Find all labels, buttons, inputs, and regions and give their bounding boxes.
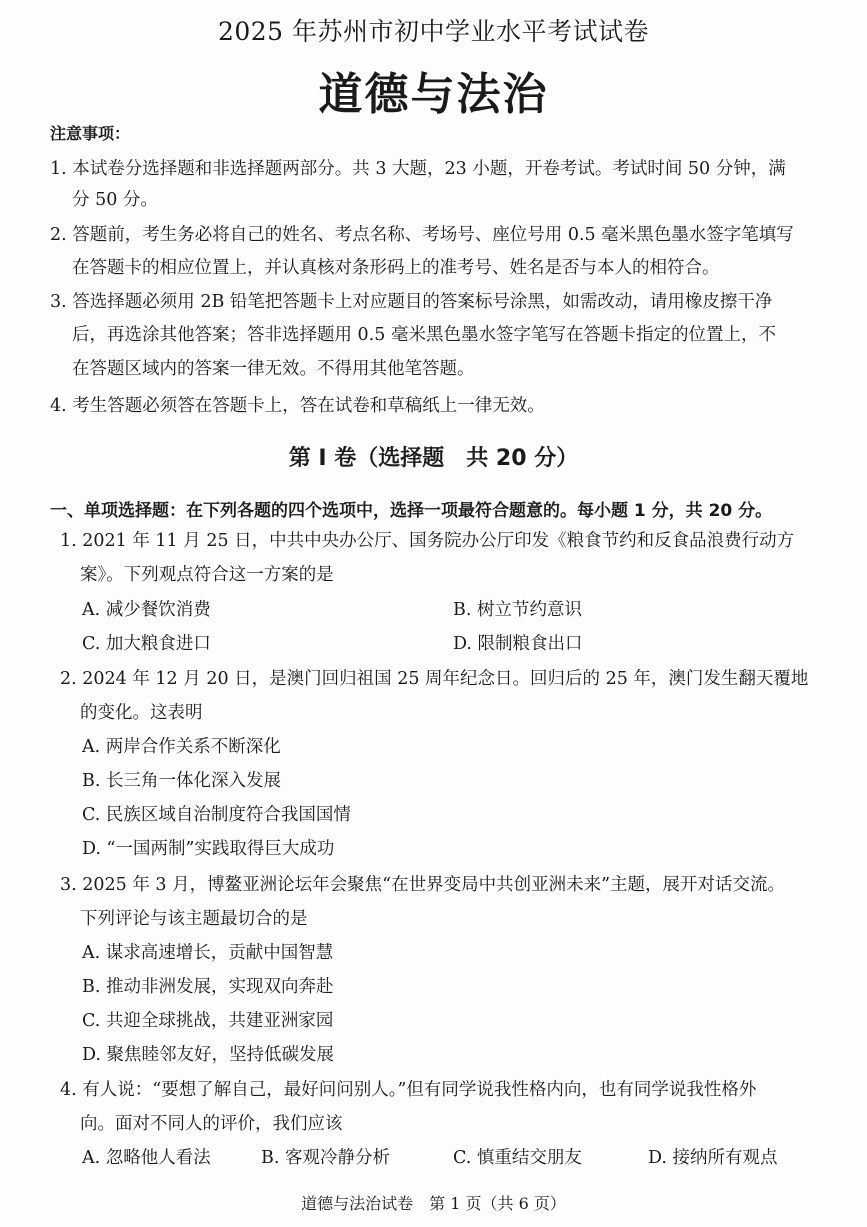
q2-option-a: A. 两岸合作关系不断深化 [82, 737, 281, 757]
note-3-line-2: 后，再选涂其他答案；答非选择题用 0.5 毫米黑色墨水签字笔写在答题卡指定的位置上，不 [72, 325, 776, 345]
q3-stem-line-1: 3. 2025 年 3 月，博鳌亚洲论坛年会聚焦“在世界变局中共创亚洲未来”主题，展开对话交流。 [60, 875, 786, 895]
q2-option-b: B. 长三角一体化深入发展 [82, 771, 281, 791]
q1-option-d: D. 限制粮食出口 [453, 634, 583, 654]
q2-option-d: D. “一国两制”实践取得巨大成功 [82, 839, 335, 859]
note-3-line-1: 3. 答选择题必须用 2B 铅笔把答题卡上对应题目的答案标号涂黑，如需改动，请用橡皮擦干净 [50, 292, 773, 312]
q4-stem-line-1: 4. 有人说：“要想了解自己，最好问问别人。”但有同学说我性格内向，也有同学说我性格外 [60, 1080, 757, 1100]
q1-stem-line-1: 1. 2021 年 11 月 25 日，中共中央办公厅、国务院办公厅印发《粮食节约和反食品浪费行动方 [60, 531, 795, 551]
q1-option-b: B. 树立节约意识 [453, 600, 582, 620]
q4-option-c: C. 慎重结交朋友 [453, 1148, 582, 1168]
q2-stem-line-1: 2. 2024 年 12 月 20 日，是澳门回归祖国 25 周年纪念日。回归后的 25 年，澳门发生翻天覆地 [60, 669, 809, 689]
q1-option-c: C. 加大粮食进口 [82, 634, 211, 654]
notes-title: 注意事项： [50, 124, 131, 143]
page-footer: 道德与法治试卷 第 1 页（共 6 页） [301, 1194, 566, 1213]
q4-option-b: B. 客观冷静分析 [261, 1148, 390, 1168]
q4-option-a: A. 忽略他人看法 [82, 1148, 211, 1168]
section-instruction: 一、单项选择题：在下列各题的四个选项中，选择一项最符合题意的。每小题 1 分，共 20 分。 [50, 501, 773, 521]
note-3-line-3: 在答题区域内的答案一律无效。不得用其他笔答题。 [72, 359, 475, 379]
note-1-line-2: 分 50 分。 [72, 190, 158, 210]
q2-option-c: C. 民族区域自治制度符合我国国情 [82, 805, 351, 825]
q4-stem-line-2: 向。面对不同人的评价，我们应该 [80, 1114, 343, 1134]
note-2-line-2: 在答题卡的相应位置上，并认真核对条形码上的准考号、姓名是否与本人的相符合。 [72, 258, 720, 278]
q3-option-b: B. 推动非洲发展，实现双向奔赴 [82, 977, 334, 997]
q3-option-a: A. 谋求高速增长，贡献中国智慧 [82, 943, 334, 963]
q3-stem-line-2: 下列评论与该主题最切合的是 [80, 909, 308, 929]
q3-option-c: C. 共迎全球挑战，共建亚洲家园 [82, 1011, 334, 1031]
q4-option-d: D. 接纳所有观点 [648, 1148, 778, 1168]
q1-stem-line-2: 案》。下列观点符合这一方案的是 [80, 565, 334, 585]
note-1-line-1: 1. 本试卷分选择题和非选择题两部分。共 3 大题，23 小题，开卷考试。考试时间 50 分钟，满 [50, 159, 786, 179]
note-2-line-1: 2. 答题前，考生务必将自己的姓名、考点名称、考场号、座位号用 0.5 毫米黑色墨水签字笔填写 [50, 225, 794, 245]
exam-title: 2025 年苏州市初中学业水平考试试卷 [217, 17, 650, 46]
q1-option-a: A. 减少餐饮消费 [82, 600, 211, 620]
section-title: 第 Ⅰ 卷（选择题 共 20 分） [288, 446, 579, 471]
q3-option-d: D. 聚焦睦邻友好，坚持低碳发展 [82, 1045, 335, 1065]
note-4-line-1: 4. 考生答题必须答在答题卡上，答在试卷和草稿纸上一律无效。 [50, 396, 545, 416]
q2-stem-line-2: 的变化。这表明 [80, 703, 203, 723]
subject-title: 道德与法治 [318, 69, 549, 120]
